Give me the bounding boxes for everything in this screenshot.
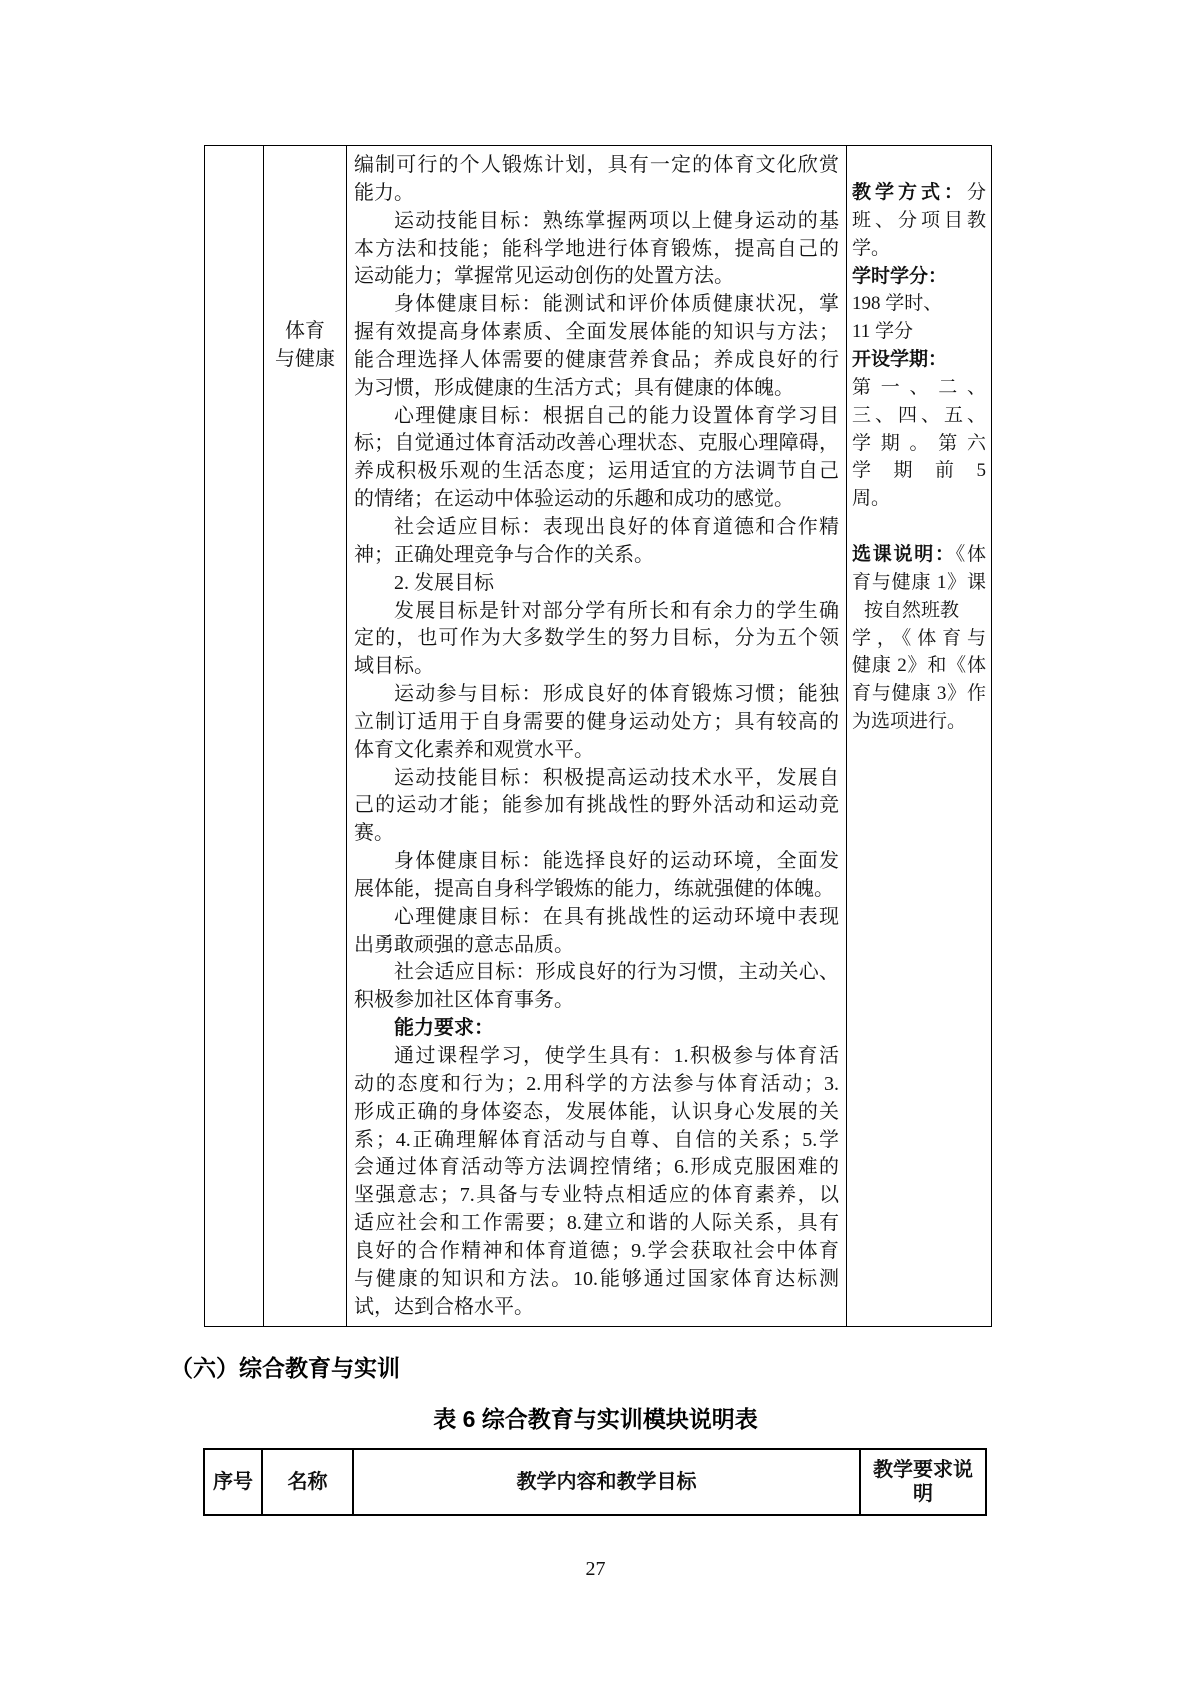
section-heading: （六）综合教育与实训 [170,1355,400,1381]
course-name-line1: 体育 [285,320,325,342]
teaching-requirements-cell [846,146,991,1326]
header-cell-name: 名称 [261,1450,352,1514]
header-cell-requirements: 教学要求说明 [859,1450,985,1514]
content-line: 养成积极乐观的生活态度；运用适宜的方法调节自己 [354,460,839,483]
course-selection-line: 按自然班教 [864,599,960,621]
content-line: 为习惯，形成健康的生活方式；具有健康的体魄。 [354,376,794,399]
content-line: 定的，也可作为大多数学生的努力目标，分为五个领 [354,627,839,650]
content-line: 动的态度和行为；2.用科学的方法参与体育活动；3. [354,1072,839,1095]
course-selection-line: 为选项进行。 [852,711,967,733]
table6-caption: 表 6 综合教育与实训模块说明表 [433,1406,758,1432]
content-line: 心理健康目标：根据自己的能力设置体育学习目 [394,404,839,427]
content-line: 运动参与目标：形成良好的体育锻炼习惯；能独 [394,683,839,706]
content-line: 神；正确处理竞争与合作的关系。 [354,543,654,566]
course-name-cell [263,146,346,1326]
teaching-method-line: 班、分项目教 [852,209,986,231]
hours-credits-label: 学时学分： [852,265,948,287]
content-line: 发展目标是针对部分学有所长和有余力的学生确 [394,599,839,622]
course-selection-label: 选课说明： [852,543,956,565]
course-name-line2: 与健康 [275,347,335,370]
sequence-cell-empty [205,146,263,1326]
course-selection-line: 育与健康 3》作 [852,683,986,705]
semester-line: 第一、二、 [852,376,986,398]
course-selection-line: 育与健康 1》课 [852,571,986,593]
teaching-method-line: 学。 [852,237,891,259]
credits-line: 11 学分 [852,321,914,343]
course-selection-line: 学，《体育与 [852,627,986,649]
content-line-development-goal-heading: 2. 发展目标 [394,571,494,594]
content-line: 编制可行的个人锻炼计划，具有一定的体育文化欣赏 [354,154,839,176]
content-line: 展体能，提高自身科学锻炼的能力，练就强健的体魄。 [354,877,834,900]
semester-line: 学 期 前 5 [852,460,986,482]
content-line: 形成正确的身体姿态，发展体能，认识身心发展的关 [354,1100,839,1123]
content-line: 良好的合作精神和体育道德；9.学会获取社会中体育 [354,1239,839,1262]
content-line: 体育文化素养和观赏水平。 [354,738,594,761]
content-line: 己的运动才能；能参加有挑战性的野外活动和运动竞 [354,794,839,817]
content-line: 系；4.正确理解体育活动与自尊、自信的关系；5.学 [354,1128,839,1151]
content-line: 通过课程学习，使学生具有：1.积极参与体育活 [394,1045,839,1067]
content-line: 的情绪；在运动中体验运动的乐趣和成功的感觉。 [354,488,794,511]
content-line: 坚强意志；7.具备与专业特点相适应的体育素养，以 [354,1184,839,1207]
content-line: 身体健康目标：能测试和评价体质健康状况，掌 [394,293,839,316]
content-line: 与健康的知识和方法。10.能够通过国家体育达标测 [354,1267,839,1290]
semester-line: 三、四、五、 [852,404,986,426]
content-line: 运动技能目标：熟练掌握两项以上健身运动的基 [394,209,839,232]
content-line: 运动能力；掌握常见运动创伤的处置方法。 [354,265,734,288]
content-line: 能合理选择人体需要的健康营养食品；养成良好的行 [354,348,839,371]
content-line: 适应社会和工作需要；8.建立和谐的人际关系，具有 [354,1212,839,1235]
spacer [852,513,986,541]
semester-label: 开设学期： [852,349,948,371]
course-selection-line: 健康 2》和《体 [852,655,986,677]
header-cell-content: 教学内容和教学目标 [352,1450,859,1514]
ability-requirements-heading: 能力要求： [394,1017,494,1040]
teaching-method-line: 教学方式：分 [852,182,986,203]
content-line: 能力。 [354,181,414,204]
page-number: 27 [585,1558,606,1580]
content-line: 身体健康目标：能选择良好的运动环境，全面发 [394,850,839,873]
content-line: 会通过体育活动等方法调控情绪；6.形成克服困难的 [354,1156,839,1179]
semester-line: 周。 [852,488,891,510]
teaching-content-cell [346,146,846,1326]
course-selection-line: 选课说明：《体 [852,543,986,565]
content-line: 社会适应目标：形成良好的行为习惯，主动关心、 [394,961,839,984]
semester-line: 学期。第六 [852,432,986,454]
teaching-method-label: 教学方式： [852,182,967,203]
content-line: 立制订适用于自身需要的健身运动处方；具有较高的 [354,710,839,733]
header-cell-seq: 序号 [213,1471,253,1493]
content-line: 出勇敢顽强的意志品质。 [354,933,574,956]
content-line: 试，达到合格水平。 [354,1295,534,1318]
table6-header-row [203,1448,987,1516]
pe-health-course-table [204,145,992,1327]
content-line: 社会适应目标：表现出良好的体育道德和合作精 [394,515,839,538]
content-line: 握有效提高身体素质、全面发展体能的知识与方法； [354,321,839,344]
hours-line: 198 学时、 [852,293,943,315]
content-line: 域目标。 [354,655,434,678]
content-line: 标；自觉通过体育活动改善心理状态、克服心理障碍， [354,432,839,455]
content-line: 本方法和技能；能科学地进行体育锻炼，提高自己的 [354,237,839,260]
content-line: 积极参加社区体育事务。 [354,989,574,1012]
content-line: 心理健康目标：在具有挑战性的运动环境中表现 [394,905,839,928]
content-line: 运动技能目标：积极提高运动技术水平，发展自 [394,766,839,789]
content-line: 赛。 [354,822,394,845]
